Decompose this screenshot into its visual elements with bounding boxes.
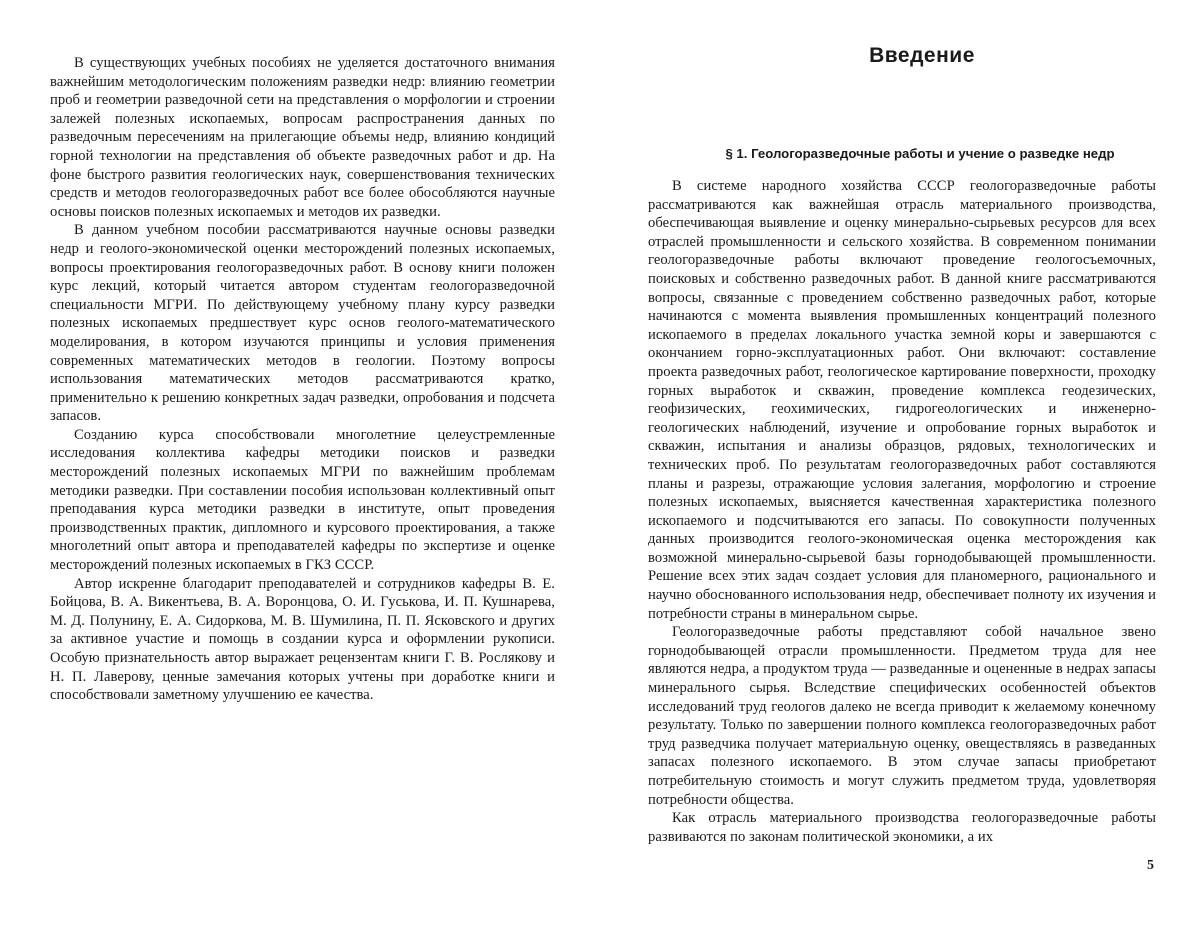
left-page — [50, 0, 555, 926]
page-number: 5 — [1147, 858, 1154, 873]
left-paragraph-2: В данном учебном пособии рассматриваются научные основы разведки недр и геолого-экономической оценки месторождений полезных ископаемых, вопросы проектирования геологоразведочных работ. В основу книги положен курс лекций, который читается автором студентам геологоразведочной специальности МГРИ. По действующему учебному плану курсу разведки полезных ископаемых предшествует курс основ геолого-математического моделирования, в котором изучаются принципы и условия применения современных математических методов в геологии. Поэтому вопросы использования математических методов рассматриваются кратко, применительно к решению конкретных задач разведки, опробования и подсчета запасов. — [50, 222, 555, 425]
right-page — [648, 0, 1156, 926]
chapter-title: Введение — [869, 44, 975, 67]
right-paragraph-2: Геологоразведочные работы представляют собой начальное звено горнодобывающей отрасли промышленности. Предметом труда для нее являются недра, а продуктом труда — разведанные и оцененные в недрах запасы минерального сырья. Вследствие специфических особенностей объектов исследований труд геологов далеко не всегда приводит к желаемому конечному результату. Только по завершении полного комплекса геологоразведочных работ труд разведчика получает материальную оценку, овеществляясь в разведанных запасах полезного ископаемого. В этом случае запасы приобретают потребительную стоимость и могут служить предметом труда, удовлетворяя потребности общества. — [648, 624, 1156, 808]
left-paragraph-3: Созданию курса способствовали многолетние целеустремленные исследования коллектива кафедры методики поисков и разведки месторождений полезных ископаемых МГРИ по важнейшим проблемам методики разведки. При составлении пособия использован коллективный опыт преподавания курса методики разведки в институте, опыт проведения производственных практик, дипломного и курсового проектирования, а также многолетний опыт автора и преподавателей кафедры по экспертизе и оценке месторождений полезных ископаемых в ГКЗ СССР. — [50, 426, 555, 574]
left-paragraph-1: В существующих учебных пособиях не уделяется достаточного внимания важнейшим методологическим положениям разведки недр: влиянию геометрии проб и геометрии разведочной сети на представления о морфологии и строении залежей полезных ископаемых, вопросам распространения данных по разведочным пересечениям на прилегающие объемы недр, влиянию кондиций горной технологии на представления об объекте разведочных работ и др. На фоне быстрого развития геологических наук, совершенствования технических средств и методов геологоразведочных работ все более обособляются научные основы поисков полезных ископаемых и методов их разведки. — [50, 55, 555, 220]
right-paragraph-3: Как отрасль материального производства геологоразведочные работы развиваются по законам политической экономики, а их — [648, 810, 1156, 845]
left-paragraph-4: Автор искренне благодарит преподавателей и сотрудников кафедры В. Е. Бойцова, В. А. Викентьева, В. А. Воронцова, О. И. Гуськова, И. П. Кушнарева, М. Д. Полунину, Е. А. Сидоркова, М. В. Шумилина, П. П. Ясковского и других за активное участие и помощь в создании курса и оформлении рукописи. Особую признательность автор выражает рецензентам книги Г. В. Рослякову и Н. П. Лаверову, ценные замечания которых учтены при доработке книги и способствовали заметному улучшению ее качества. — [50, 575, 555, 704]
right-paragraph-1: В системе народного хозяйства СССР геологоразведочные работы рассматриваются как важнейшая отрасль материального производства, обеспечивающая выявление и оценку минерально-сырьевых ресурсов для всех отраслей промышленности и сельского хозяйства. В современном понимании геологоразведочные работы включают проведение геологосъемочных, поисковых и собственно разведочных работ. В данной книге рассматриваются вопросы, связанные с проведением собственно разведочных работ, которые начинаются с момента выявления промышленных концентраций полезного ископаемого в пределах локального участка земной коры и завершаются с окончанием горно-эксплуатационных работ. Они включают: составление проекта разведочных работ, геологическое картирование поверхности, проходку горных выработок и скважин, проведение комплекса геодезических, геофизических, геохимических, гидрогеологических и инженерно-геологических наблюдений, изучение и опробование горных выработок и скважин, испытания и анализы образцов, рядовых, технологических и технических проб. По результатам геологоразведочных работ составляются планы и разрезы, отражающие условия залегания, морфологию и строение полезных ископаемых, выясняется качественная характеристика полезного ископаемого и подсчитываются его запасы. По совокупности полученных данных производится геолого-экономическая оценка месторождения как возможной минерально-сырьевой базы горнодобывающей промышленности. Решение всех этих задач создает условия для планомерного, рационального и научно обоснованного использования недр, обеспечивает полноту их изучения и потребности страны в минеральном сырье. — [648, 178, 1156, 622]
section-heading: § 1. Геологоразведочные работы и учение о разведке недр — [725, 146, 1115, 161]
